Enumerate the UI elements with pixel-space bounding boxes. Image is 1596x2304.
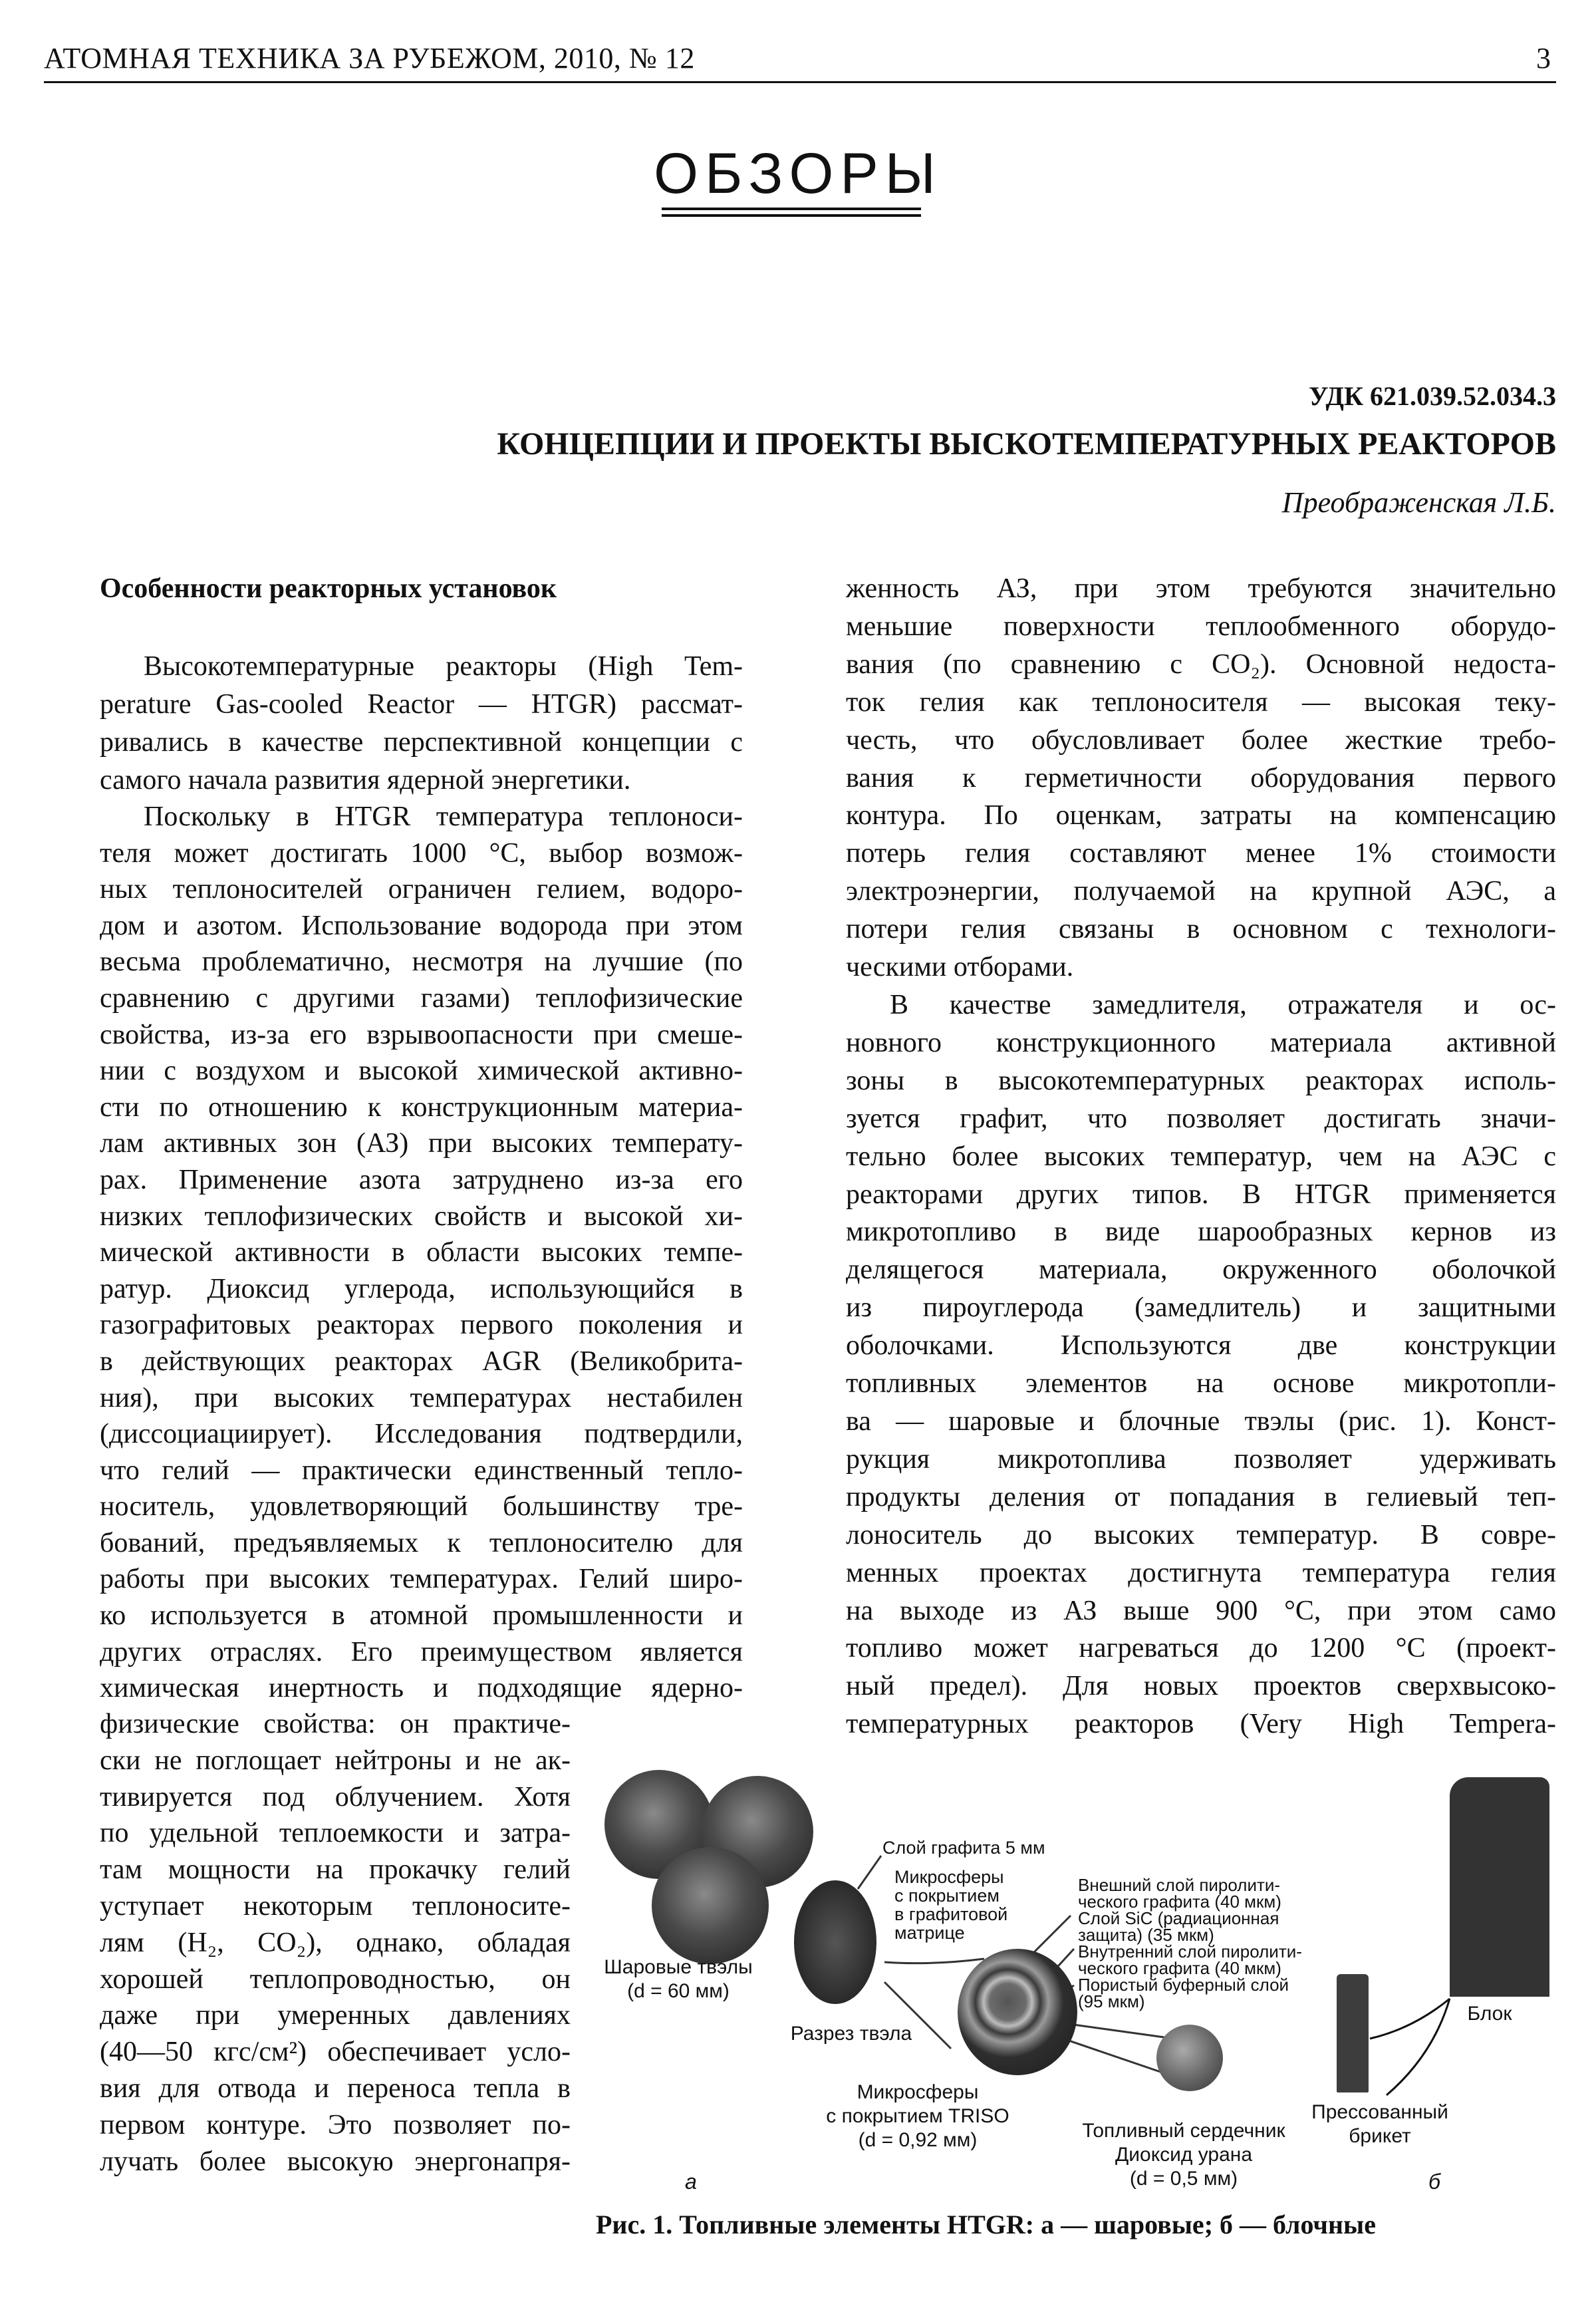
text-line: вания к герметичности оборудования первого: [846, 762, 1556, 793]
text-line: даже при умеренных давлениях: [100, 2000, 571, 2031]
text-line: мической активности в области высоких темпе-: [100, 1237, 743, 1268]
layer-label-line: Слой SiC (радиационная: [1078, 1908, 1279, 1928]
text-line: по удельной теплоемкости и затра-: [100, 1818, 571, 1849]
label-line: (d = 0,5 мм): [1129, 2168, 1238, 2190]
label-line: в графитовой: [894, 1904, 1008, 1924]
text-line: меньшие поверхности теплообменного оборудо-: [846, 611, 1556, 642]
text-line: дом и азотом. Использование водорода при этом: [100, 910, 743, 941]
label-line: с покрытием: [894, 1886, 999, 1906]
text-line: Высокотемпературные реакторы (High Tem-: [144, 651, 743, 682]
label-line: матрице: [894, 1923, 965, 1943]
text-line: нии с воздухом и высокой химической активно-: [100, 1056, 743, 1087]
microspheres-matrix-label: [894, 1868, 1007, 1942]
text-line: ривались в качестве перспективной концепции с: [100, 727, 743, 758]
text-line: микротопливо в виде шарообразных кернов из: [846, 1217, 1556, 1248]
text-line: женность АЗ, при этом требуются значительно: [846, 573, 1556, 604]
text-line: топливо может нагреваться до 1200 °С (проект-: [846, 1633, 1556, 1664]
leader-line: [884, 1959, 984, 1963]
label-line: Диоксид урана: [1115, 2144, 1253, 2166]
text-line: хорошей теплопроводностью, он: [100, 1963, 571, 1995]
text-line: работы при высоких температурах. Гелий широ-: [100, 1564, 743, 1595]
pebbles-label-line: (d = 60 мм): [627, 1980, 730, 2002]
text-line: свойства, из-за его взрывоопасности при смеше-: [100, 1019, 743, 1050]
panel-a-label: а: [685, 2170, 697, 2194]
text-line: perature Gas-cooled Reactor — HTGR) рассмат-: [100, 689, 743, 720]
text-line: честь, что обусловливает более жесткие требо-: [846, 724, 1556, 756]
fuel-kernel: [1156, 2025, 1223, 2091]
label-line: Топливный сердечник: [1082, 2120, 1285, 2142]
layer-label-line: Пористый буферный слой: [1078, 1975, 1289, 1995]
text-line: продукты деления от попадания в гелиевый теп-: [846, 1481, 1556, 1512]
coating-layers-labels: [1078, 1877, 1302, 2010]
text-line: тивируется под облучением. Хотя: [100, 1781, 571, 1812]
text-line: ных теплоносителей ограничен гелием, водоро-: [100, 874, 743, 905]
compact-label: [1297, 2100, 1463, 2148]
text-line: что гелий — практически единственный тепло-: [100, 1455, 743, 1486]
text-line: вия для отвода и переноса тепла в: [100, 2073, 571, 2104]
text-line: (диссоциациирует). Исследования подтвердили,: [100, 1419, 743, 1450]
triso-particle: [958, 1949, 1077, 2075]
text-line: тельно более высоких температур, чем на АЭС с: [846, 1141, 1556, 1172]
text-line: Поскольку в HTGR температура теплоноси-: [144, 801, 743, 832]
figure-caption: Рис. 1. Топливные элементы HTGR: а — шаровые; б — блочные: [596, 2210, 1377, 2239]
label-line: Микросферы: [857, 2081, 979, 2103]
text-line: (40—50 кгс/см²) обеспечивает усло-: [100, 2037, 571, 2068]
text-line: делящегося материала, окруженного оболочкой: [846, 1254, 1556, 1286]
pebbles-label-line: Шаровые твэлы: [604, 1956, 753, 1978]
text-line: низких теплофизических свойств и высокой хи-: [100, 1201, 743, 1232]
text-line: В качестве замедлителя, отражателя и ос-: [890, 990, 1556, 1020]
text-line: сравнению с другими газами) теплофизические: [100, 982, 743, 1014]
layer-label-line: Внутренний слой пиролити-: [1078, 1942, 1302, 1961]
triso-label: [818, 2081, 1017, 2152]
cut-label: Разрез твэла: [790, 2023, 912, 2045]
page-number: 3: [1536, 42, 1551, 74]
text-line: из пироуглерода (замедлитель) и защитными: [846, 1292, 1556, 1324]
article-author: Преображенская Л.Б.: [1281, 486, 1556, 519]
text-line: сти по отношению к конструкционным материа-: [100, 1091, 743, 1123]
text-line: носитель, удовлетворяющий большинству тре-: [100, 1491, 743, 1522]
text-line: реакторами других типов. В HTGR применяется: [846, 1179, 1556, 1210]
text-line: ски не поглощает нейтроны и не ак-: [100, 1745, 571, 1776]
layer-label-line: ческого графита (40 мкм): [1078, 1892, 1281, 1912]
text-line: топливных элементов на основе микротопли-: [846, 1368, 1556, 1399]
text-line: ния), при высоких температурах нестабилен: [100, 1382, 743, 1413]
text-line: температурных реакторов (Very High Tempera-: [846, 1709, 1556, 1740]
label-line: с покрытием TRISO: [826, 2105, 1009, 2127]
graphite-layer-label: Слой графита 5 мм: [882, 1838, 1045, 1858]
text-line: потерь гелия составляют менее 1% стоимости: [846, 838, 1556, 869]
text-line: вания (по сравнению с CO₂). Основной недоста-: [846, 648, 1556, 680]
layer-label-line: (95 мкм): [1078, 1991, 1145, 2011]
block-label: Блок: [1467, 2003, 1512, 2025]
layer-label-line: ческого графита (40 мкм): [1078, 1958, 1281, 1978]
article-title: КОНЦЕПЦИИ И ПРОЕКТЫ ВЫСКОТЕМПЕРАТУРНЫХ РЕАКТОРОВ: [497, 426, 1556, 462]
text-line: зоны в высокотемпературных реакторах исполь-: [846, 1065, 1556, 1096]
label-line: (d = 0,92 мм): [858, 2129, 978, 2151]
layer-label-line: защита) (35 мкм): [1078, 1925, 1214, 1945]
text-line: химическая инертность и подходящие ядерно-: [100, 1673, 743, 1704]
text-line: других отраслях. Его преимуществом является: [100, 1636, 743, 1667]
leader-line: [884, 1982, 951, 2049]
leader-line: [858, 1856, 881, 1889]
text-line: физические свойства: он практиче-: [100, 1709, 571, 1739]
label-line: Микросферы: [894, 1867, 1004, 1887]
graphite-block: [1450, 1777, 1549, 1997]
text-line: рукция микротоплива позволяет удерживать: [846, 1443, 1556, 1475]
text-line: самого начала развития ядерной энергетики.: [100, 765, 631, 795]
label-line: Прессованный: [1311, 2101, 1448, 2123]
udk-code: УДК 621.039.52.034.3: [1309, 381, 1556, 411]
text-line: ный предел). Для новых проектов сверхвысоко-: [846, 1671, 1556, 1702]
text-line: лям (H₂, CO₂), однако, обладая: [100, 1927, 571, 1958]
text-line: лучать более высокую энергонапря-: [100, 2146, 571, 2177]
text-line: зуется графит, что позволяет достигать значи-: [846, 1103, 1556, 1134]
journal-header: АТОМНАЯ ТЕХНИКА ЗА РУБЕЖОМ, 2010, № 12: [44, 42, 695, 74]
layer-label-line: Внешний слой пиролити-: [1078, 1875, 1281, 1895]
text-line: теля может достигать 1000 °С, выбор возмож-: [100, 837, 743, 869]
text-line: лоноситель до высоких температур. В совре-: [846, 1519, 1556, 1550]
text-line: контура. По оценкам, затраты на компенсацию: [846, 800, 1556, 831]
text-line: менных проектах достигнута температура гелия: [846, 1557, 1556, 1588]
text-line: ко используется в атомной промышленности и: [100, 1600, 743, 1632]
text-line: ческими отборами.: [846, 952, 1074, 983]
text-line: газографитовых реакторах первого поколения и: [100, 1310, 743, 1341]
text-line: новного конструкционного материала активной: [846, 1027, 1556, 1058]
text-line: весьма проблематично, несмотря на лучшие (по: [100, 946, 743, 978]
kernel-label: [1064, 2119, 1303, 2191]
text-line: первом контуре. Это позволяет по-: [100, 2109, 571, 2140]
text-line: на выходе из АЗ выше 900 °С, при этом само: [846, 1595, 1556, 1626]
text-line: там мощности на прокачку гелий: [100, 1854, 571, 1886]
label-line: брикет: [1349, 2125, 1411, 2147]
text-line: лам активных зон (АЗ) при высоких температу-: [100, 1128, 743, 1159]
text-line: рах. Применение азота затруднено из-за его: [100, 1164, 743, 1195]
leader-line: [1370, 1999, 1450, 2039]
text-line: оболочками. Используются две конструкции: [846, 1330, 1556, 1362]
pressed-compact: [1337, 1974, 1369, 2092]
text-line: потери гелия связаны в основном с технологи-: [846, 914, 1556, 945]
text-line: ва — шаровые и блочные твэлы (рис. 1). Конст-: [846, 1405, 1556, 1437]
text-line: ратур. Диоксид углерода, использующийся в: [100, 1273, 743, 1304]
subsection-heading: Особенности реакторных установок: [100, 573, 557, 604]
text-line: электроэнергии, получаемой на крупной АЭС, а: [846, 876, 1556, 907]
text-line: ток гелия как теплоносителя — высокая теку-: [846, 686, 1556, 718]
text-line: уступает некоторым теплоносите-: [100, 1890, 571, 1922]
panel-b-label: б: [1428, 2170, 1440, 2194]
section-title: ОБЗОРЫ: [654, 142, 942, 206]
leader-line: [1387, 1999, 1450, 2095]
text-line: в действующих реакторах AGR (Великобрита-: [100, 1346, 743, 1377]
text-line: бований, предъявляемых к теплоносителю для: [100, 1527, 743, 1558]
